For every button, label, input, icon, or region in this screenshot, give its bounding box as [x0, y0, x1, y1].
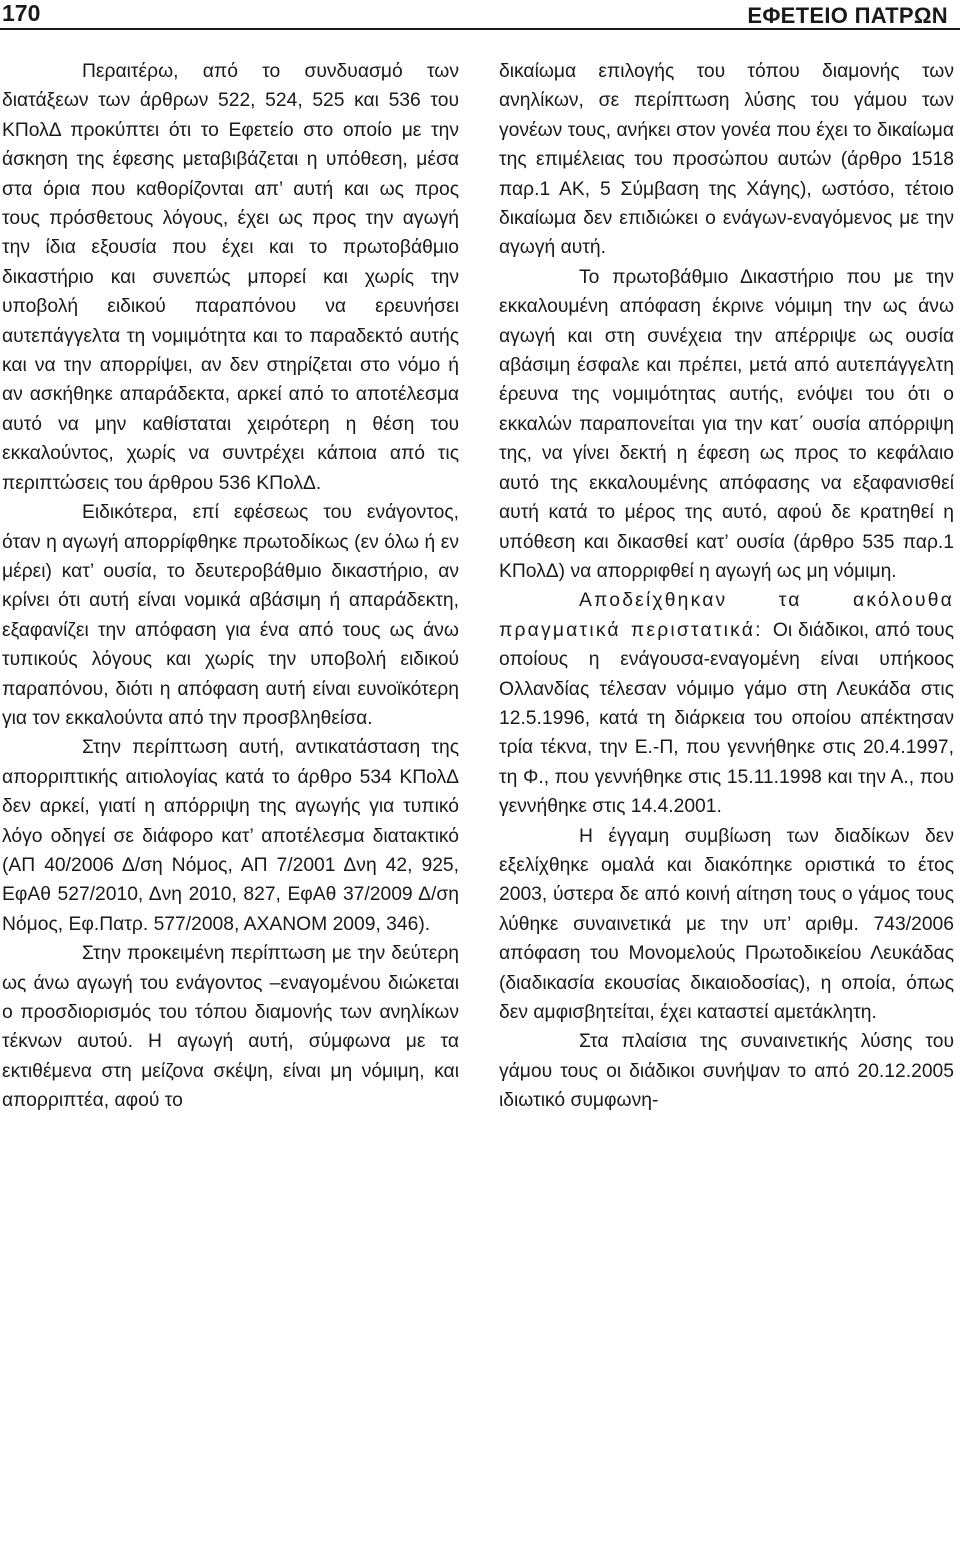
paragraph: Στα πλαίσια της συναινετικής λύσης του γάμου τους οι διάδικοι συνήψαν το από 20.12.2005 ιδιωτικό συμφωνη-: [499, 1031, 954, 1112]
paragraph: Στην προκειμένη περίπτωση με την δεύτερη ως άνω αγωγή του ενάγοντος –εναγομένου διώκεται ο προσδιορισμός του τόπου διαμονής των ανηλίκων τέκνων αυτού. Η αγωγή αυτή, σύμφωνα με τα εκτιθέμενα στη μείζονα σκέψη, είναι μη νόμιμη, και απορριπτέα, αφού το: [2, 943, 459, 1112]
left-column: [2, 57, 459, 1116]
paragraph: Στην περίπτωση αυτή, αντικατάσταση της απορριπτικής αιτιολογίας κατά το άρθρο 534 ΚΠολΔ δεν αρκεί, γιατί η απόρριψη της αγωγής για τυπικό λόγο οδηγεί σε διάφορο κατ’ αποτέλεσμα διατακτικό (ΑΠ 40/2006 Δ/ση Νόμος, ΑΠ 7/2001 Δνη 42, 925, ΕφΑθ 527/2010, Δνη 2010, 827, ΕφΑθ 37/2009 Δ/ση Νόμος, Εφ.Πατρ. 577/2008, ΑΧΑΝΟΜ 2009, 346).: [2, 737, 459, 935]
running-head: ΕΦΕΤΕΙΟ ΠΑΤΡΩΝ: [747, 3, 948, 28]
page-header: [0, 0, 960, 34]
facts-text: Οι διάδικοι, από τους οποίους η ενάγουσα-εναγομένη είναι υπήκοος Ολλανδίας τέλεσαν νόμιμο γάμο στη Λευκάδα στις 12.5.1996, κατά τη διάρκεια του οποίου απέκτησαν τρία τέκνα, την Ε.-Π, που γεννήθηκε στις 20.4.1997, τη Φ., που γεννήθηκε στις 15.11.1998 και την Α., που γεννήθηκε στις 14.4.2001.: [499, 619, 954, 818]
paragraph: Το πρωτοβάθμιο Δικαστήριο που με την εκκαλουμένη απόφαση έκρινε νόμιμη την ως άνω αγωγή και στη συνέχεια την απέρριψε ως ουσία αβάσιμη έσφαλε και πρέπει, μετά από αυτεπάγγελτη έρευνα της νομιμότητας αυτής, ενόψει του ότι ο εκκαλών παραπονείται για την κατ΄ ουσία απόρριψη της, να γίνει δεκτή η έφεση ως προς το κεφάλαιο αυτό της εκκαλουμένης απόφασης να εξαφανισθεί αυτή κατά το μέρος της αυτό, αφού δε κρατηθεί η υπόθεση και δικασθεί κατ’ ουσία (άρθρο 535 παρ.1 ΚΠολΔ) να απορριφθεί η αγωγή ως μη νόμιμη.: [499, 266, 954, 582]
paragraph: Περαιτέρω, από το συνδυασμό των διατάξεων των άρθρων 522, 524, 525 και 536 του ΚΠολΔ προκύπτει ότι το Εφετείο στο οποίο με την άσκηση της έφεσης μεταβιβάζεται η υπόθεση, μέσα στα όρια που καθορίζονται απ’ αυτή και ως προς τους πρόσθετους λόγους, έχει ως προς την αγωγή την ίδια εξουσία που έχει και το πρωτοβάθμιο δικαστήριο και συνεπώς μπορεί και χωρίς την υποβολή ειδικού παραπόνου να ερευνήσει αυτεπάγγελτα τη νομιμότητα και το παραδεκτό αυτής και να την απορρίψει, αν δεν στηρίζεται στο νόμο ή αν ασκήθηκε απαράδεκτα, αρκεί από το αποτέλεσμα αυτό να μην καθίσταται χειρότερη η θέση του εκκαλούντος, χωρίς να συντρέχει κάποια από τις περιπτώσεις του άρθρου 536 ΚΠολΔ.: [2, 61, 459, 494]
paragraph: [499, 586, 954, 821]
paragraph: Η έγγαμη συμβίωση των διαδίκων δεν εξελίχθηκε ομαλά και διακόπηκε οριστικά το έτος 2003, ύστερα δε από κοινή αίτηση τους ο γάμος τους λύθηκε συναινετικά με την υπ’ αριθμ. 743/2006 απόφαση του Μονομελούς Πρωτοδικείου Λευκάδας (διαδικασία εκουσίας δικαιοδοσίας), η οποία, όπως δεν αμφισβητείται, έχει καταστεί αμετάκλητη.: [499, 825, 954, 1023]
paragraph: δικαίωμα επιλογής του τόπου διαμονής των ανηλίκων, σε περίπτωση λύσης του γάμου των γονέων τους, ανήκει στον γονέα που έχει το δικαίωμα της επιμέλειας του προσώπου αυτών (άρθρο 1518 παρ.1 ΑΚ, 5 Σύμβαση της Χάγης), ωστόσο, τέτοιο δικαίωμα δεν επιδιώκει ο ενάγων-εναγόμενος με την αγωγή αυτή.: [499, 61, 954, 259]
facts-heading: Αποδείχθηκαν τα ακόλουθα πραγματικά περιστατικά:: [499, 590, 954, 641]
page-number: 170: [2, 0, 41, 26]
right-column: [499, 57, 954, 1116]
paragraph: Ειδικότερα, επί εφέσεως του ενάγοντος, όταν η αγωγή απορρίφθηκε πρωτοδίκως (εν όλω ή εν μέρει) κατ’ ουσία, το δευτεροβάθμιο δικαστήριο, αν κρίνει ότι αυτή είναι νομικά αβάσιμη ή απαράδεκτη, εξαφανίζει την απόφαση για ένα από τους ως άνω τυπικούς λόγους και χωρίς την υποβολή ειδικού παραπόνου, διότι η απόφαση αυτή είναι ευνοϊκότερη για τον εκκαλούντα από την προσβληθείσα.: [2, 502, 459, 729]
header-rule: [0, 28, 960, 30]
